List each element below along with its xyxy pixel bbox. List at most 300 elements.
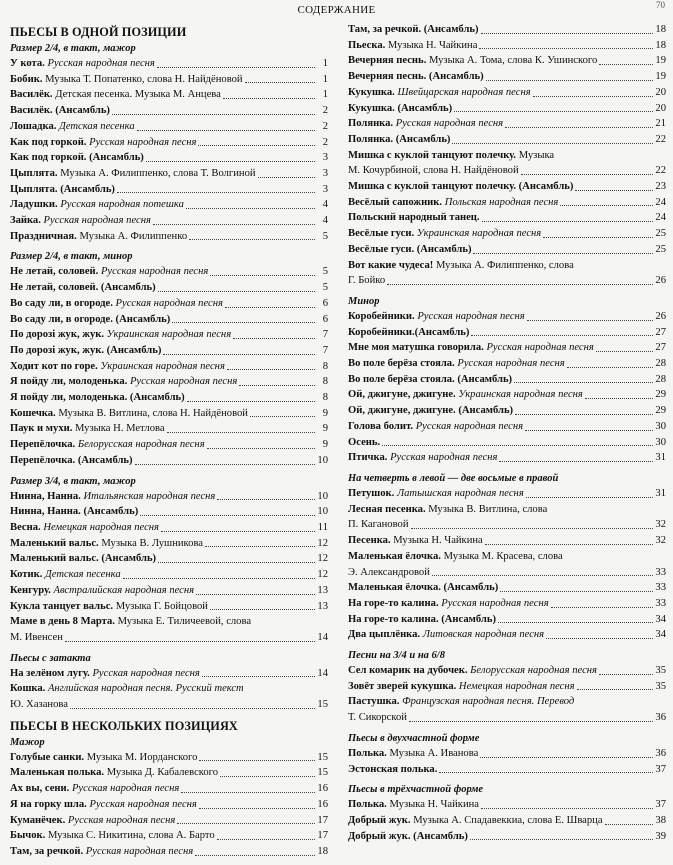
entry-author: Детская песенка [59, 120, 135, 132]
entry-page: 12 [317, 553, 328, 565]
toc-entry[interactable] [348, 710, 666, 726]
entry-title: Пьеска. [348, 39, 386, 51]
entry-author: Русская народная песня [115, 297, 223, 309]
toc-entry[interactable] [348, 663, 666, 679]
entry-text [10, 813, 175, 829]
entry-author: Английская народная песня. Русский текст [47, 683, 244, 695]
dot-leader [560, 205, 653, 206]
dot-leader [577, 689, 653, 690]
toc-entry[interactable] [348, 179, 666, 195]
entry-text [348, 195, 558, 211]
entry-text [348, 679, 575, 695]
toc-entry[interactable] [348, 419, 666, 435]
toc-entry[interactable] [10, 327, 328, 343]
entry-text [10, 844, 193, 860]
dot-leader [515, 414, 653, 415]
entry-title: Зовёт зверей кукушка. [348, 680, 457, 692]
entry-page: 2 [322, 120, 328, 132]
entry-page: 24 [655, 212, 666, 224]
toc-entry[interactable] [10, 697, 328, 713]
dot-leader [177, 823, 315, 824]
entry-title: Мишка с куклой танцуют полечку. (Ансамбль) [348, 181, 574, 193]
toc-entry[interactable] [348, 101, 666, 117]
entry-text [348, 325, 469, 341]
entry-title: Кошечка. [10, 407, 56, 419]
entry-text [10, 72, 243, 88]
dot-leader [189, 239, 315, 240]
dot-leader [605, 824, 653, 825]
entry-text [10, 616, 251, 627]
entry-author: Музыка А. Спадавеккиа, слова Е. Шварца [413, 814, 603, 826]
toc-left-column [10, 22, 328, 865]
entry-author: Украинская народная песня [458, 389, 583, 401]
entry-author: Белорусская народная песня [77, 439, 205, 451]
entry-page: 6 [322, 297, 328, 309]
entry-text [10, 197, 184, 213]
entry-page: 14 [317, 667, 328, 679]
dot-leader [65, 641, 315, 642]
entry-title: Полька. [348, 747, 387, 759]
section-subheading: Пьесы с затакта [10, 652, 91, 664]
toc-entry[interactable] [348, 679, 666, 695]
entry-page: 4 [322, 199, 328, 211]
dot-leader [526, 497, 653, 498]
entry-text [348, 53, 597, 69]
toc-entry[interactable] [10, 197, 328, 213]
toc-entry[interactable] [10, 551, 328, 567]
toc-entry[interactable] [10, 119, 328, 135]
entry-author: Музыка С. Никитина, слова А. Барто [47, 830, 215, 842]
entry-text [10, 406, 248, 422]
dot-leader [245, 82, 315, 83]
entry-text [10, 312, 170, 328]
entry-text [10, 551, 156, 567]
entry-text [348, 340, 594, 356]
entry-text [348, 387, 583, 403]
entry-title: Ходит кот по горе. [10, 360, 98, 372]
entry-page: 34 [655, 613, 666, 625]
dot-leader [233, 338, 315, 339]
entry-text [348, 372, 512, 388]
entry-page: 34 [655, 629, 666, 641]
toc-entry[interactable] [10, 135, 328, 151]
entry-page: 2 [322, 105, 328, 117]
entry-page: 33 [655, 566, 666, 578]
toc-entry[interactable] [348, 53, 666, 69]
entry-title: Во саду ли, в огороде. [10, 297, 113, 309]
dot-leader [198, 145, 315, 146]
entry-title: Вечерняя песнь. [348, 55, 427, 67]
entry-page: 36 [655, 712, 666, 724]
entry-text [348, 612, 496, 628]
entry-page: 1 [322, 58, 328, 69]
entry-text [10, 828, 215, 844]
entry-page: 5 [322, 266, 328, 278]
toc-entry[interactable] [10, 437, 328, 453]
entry-title: Нинна, Нанна. (Ансамбль) [10, 506, 139, 518]
entry-text [10, 390, 185, 406]
entry-title: Ах вы, сени. [10, 783, 70, 795]
toc-entry[interactable] [348, 163, 666, 179]
section-subheading: Песни на 3/4 и на 6/8 [348, 650, 445, 662]
entry-title: Цыплята. (Ансамбль) [10, 183, 115, 195]
toc-entry[interactable] [10, 765, 328, 781]
entry-page: 37 [655, 763, 666, 775]
toc-entry[interactable] [348, 132, 666, 148]
entry-page: 7 [322, 344, 328, 356]
dot-leader [217, 499, 315, 500]
entry-author: Детская песенка [45, 569, 121, 581]
toc-entry[interactable] [348, 356, 666, 372]
toc-entry[interactable] [348, 612, 666, 628]
toc-entry[interactable] [10, 504, 328, 520]
entry-title: Маленькая полька. [10, 767, 105, 779]
toc-entry[interactable] [348, 829, 666, 845]
toc-entry[interactable] [348, 195, 666, 211]
dot-leader [471, 335, 653, 336]
entry-continuation: Г. Бойко [348, 275, 386, 287]
toc-entry[interactable] [10, 150, 328, 166]
entry-title: Вечерняя песнь. (Ансамбль) [348, 71, 484, 83]
toc-entry[interactable] [348, 210, 666, 226]
entry-author: Немецкая народная песня [43, 521, 159, 533]
entry-page: 37 [655, 799, 666, 811]
toc-entry[interactable] [10, 343, 328, 359]
toc-right-column [348, 22, 666, 849]
entry-text [348, 551, 563, 562]
toc-entry[interactable] [348, 387, 666, 403]
toc-entry[interactable] [348, 517, 666, 533]
toc-entry[interactable] [348, 325, 666, 341]
entry-text [10, 504, 138, 520]
entry-title: Весёлый сапожник. [348, 196, 443, 208]
entry-title: Кошка. [10, 683, 46, 695]
toc-entry[interactable] [10, 750, 328, 766]
toc-entry[interactable] [10, 453, 328, 469]
entry-title: Голубые санки. [10, 751, 85, 763]
entry-page: 33 [655, 597, 666, 609]
toc-section [348, 782, 666, 844]
entry-author: Русская народная песня [89, 798, 197, 810]
toc-entry[interactable] [10, 72, 328, 88]
toc-entry[interactable] [348, 85, 666, 101]
entry-page: 3 [322, 152, 328, 164]
entry-page: 24 [655, 196, 666, 208]
toc-entry[interactable] [10, 359, 328, 375]
entry-text [10, 264, 208, 280]
toc-entry[interactable] [348, 797, 666, 813]
entry-author: Литовская народная песня [422, 629, 545, 641]
entry-author: Украинская народная песня [106, 329, 232, 341]
toc-entry[interactable] [348, 403, 666, 419]
entry-page: 20 [655, 86, 666, 98]
dot-leader [409, 721, 653, 722]
entry-author: Музыка [518, 149, 555, 161]
entry-title: По дорозі жук, жук. [10, 329, 104, 341]
toc-entry[interactable] [10, 567, 328, 583]
entry-author: Музыка А. Иванова [389, 747, 479, 759]
entry-author: Музыка Н. Чайкина [389, 799, 479, 811]
toc-entry[interactable] [10, 583, 328, 599]
toc-entry[interactable] [10, 828, 328, 844]
toc-entry[interactable] [10, 182, 328, 198]
toc-entry[interactable] [348, 38, 666, 54]
dot-leader [543, 237, 653, 238]
toc-entry[interactable] [10, 844, 328, 860]
entry-page: 3 [322, 167, 328, 179]
entry-text [348, 85, 531, 101]
entry-text [10, 567, 121, 583]
entry-author: Музыка В. Лушникова [101, 537, 204, 549]
toc-entry[interactable] [10, 264, 328, 280]
entry-page: 33 [655, 582, 666, 594]
entry-title: Голова болит. [348, 420, 414, 432]
entry-author: Русская народная песня [417, 310, 525, 322]
dot-leader [70, 708, 315, 709]
entry-page: 6 [322, 313, 328, 325]
entry-page: 9 [322, 439, 328, 451]
dot-leader [585, 398, 653, 399]
entry-title: Не летай, соловей. [10, 266, 99, 278]
section-subheading: Мажор [10, 736, 45, 748]
toc-entry[interactable] [10, 813, 328, 829]
entry-author: Музыка М. Иорданского [86, 751, 198, 763]
toc-entry[interactable] [10, 630, 328, 646]
toc-entry-line [10, 681, 328, 697]
toc-entry[interactable] [10, 56, 328, 72]
entry-page: 8 [322, 360, 328, 372]
entry-text [348, 309, 525, 325]
dot-leader [486, 80, 653, 81]
entry-page: 10 [317, 506, 328, 518]
toc-entry[interactable] [348, 486, 666, 502]
entry-author: Русская народная потешка [60, 199, 184, 211]
toc-entry[interactable] [10, 520, 328, 536]
entry-title: Котик. [10, 569, 43, 581]
entry-page: 15 [317, 699, 328, 711]
entry-page: 26 [655, 310, 666, 322]
entry-text [10, 166, 256, 182]
dot-leader [161, 531, 315, 532]
toc-entry[interactable] [10, 406, 328, 422]
entry-text [10, 489, 215, 505]
toc-entry[interactable] [348, 372, 666, 388]
entry-page: 25 [655, 243, 666, 255]
entry-text [348, 356, 565, 372]
toc-section [10, 735, 328, 860]
dot-leader [181, 792, 315, 793]
entry-title: Во поле берёза стояла. (Ансамбль) [348, 373, 513, 385]
entry-text [348, 829, 468, 845]
dot-leader [599, 674, 653, 675]
toc-entry[interactable] [10, 229, 328, 245]
entry-title: Маленький вальс. [10, 537, 99, 549]
toc-entry[interactable] [10, 280, 328, 296]
entry-title: Там, за речкой. (Ансамбль) [348, 24, 479, 35]
entry-text [348, 813, 603, 829]
dot-leader [220, 776, 315, 777]
entry-page: 10 [317, 454, 328, 466]
entry-author: Музыка Н. Чайкина [387, 39, 478, 51]
entry-page: 20 [655, 102, 666, 114]
dot-leader [157, 67, 315, 68]
toc-entry[interactable] [348, 565, 666, 581]
dot-leader [525, 430, 653, 431]
entry-page: 38 [655, 814, 666, 826]
toc-entry[interactable] [10, 103, 328, 119]
entry-author: Русская народная песня [47, 58, 155, 69]
dot-leader [498, 622, 653, 623]
entry-text [10, 135, 196, 151]
dot-leader [196, 594, 315, 595]
toc-entry[interactable] [348, 242, 666, 258]
entry-text [10, 797, 197, 813]
entry-title: Перепёлочка. [10, 439, 76, 451]
toc-entry[interactable] [348, 69, 666, 85]
toc-entry[interactable] [10, 489, 328, 505]
toc-entry[interactable] [348, 226, 666, 242]
entry-title: Мне моя матушка говорила. [348, 342, 484, 354]
dot-leader [135, 464, 315, 465]
toc-entry-line [348, 694, 666, 710]
entry-text [10, 781, 179, 797]
toc-section [348, 294, 666, 466]
entry-author: Русская народная песня [441, 597, 549, 609]
toc-entry[interactable] [10, 421, 328, 437]
dot-leader [205, 546, 315, 547]
dot-leader [432, 575, 653, 576]
entry-author: Французская народная песня. Перевод [402, 696, 575, 708]
toc-entry[interactable] [10, 213, 328, 229]
toc-entry[interactable] [10, 666, 328, 682]
entry-text [10, 437, 205, 453]
entry-title: Василёк. [10, 89, 53, 101]
entry-title: Маленькая ёлочка. [348, 550, 441, 562]
entry-page: 1 [322, 89, 328, 101]
toc-entry[interactable] [10, 781, 328, 797]
section-subheading: Размер 3/4, в такт, мажор [10, 475, 136, 487]
entry-page: 14 [317, 631, 328, 643]
entry-author: Русская народная песня [486, 342, 594, 354]
toc-entry[interactable] [348, 273, 666, 289]
entry-page: 28 [655, 373, 666, 385]
toc-section [348, 22, 666, 289]
toc-section [10, 474, 328, 646]
toc-entry[interactable] [348, 627, 666, 643]
entry-text [348, 533, 483, 549]
entry-title: Цыплята. [10, 167, 58, 179]
entry-title: Полька. [348, 799, 387, 811]
entry-title: Ладушки. [10, 199, 58, 211]
entry-text [348, 210, 480, 226]
toc-entry[interactable] [10, 87, 328, 103]
toc-entry[interactable] [10, 536, 328, 552]
toc-entry[interactable] [348, 746, 666, 762]
dot-leader [186, 208, 315, 209]
dot-leader [187, 401, 315, 402]
dot-leader [250, 416, 315, 417]
toc-entry[interactable] [348, 309, 666, 325]
dot-leader [258, 177, 315, 178]
toc-entry[interactable] [348, 813, 666, 829]
entry-title: Маленькая ёлочка. (Ансамбль) [348, 582, 499, 594]
entry-text [10, 750, 197, 766]
entry-text [10, 583, 194, 599]
entry-page: 21 [655, 118, 666, 130]
toc-entry[interactable] [10, 797, 328, 813]
entry-author: Русская народная песня [92, 667, 200, 679]
entry-page: 15 [317, 751, 328, 763]
toc-entry-line [10, 614, 328, 630]
entry-author: Музыка В. Витлина, слова Н. Найдёновой [58, 407, 248, 419]
entry-text [348, 22, 479, 38]
entry-text [348, 403, 513, 419]
entry-title: Нинна, Нанна. [10, 490, 81, 502]
entry-title: Бобик. [10, 73, 43, 85]
toc-entry[interactable] [10, 390, 328, 406]
entry-text [348, 179, 573, 195]
toc-entry[interactable] [348, 22, 666, 38]
entry-title: Зайка. [10, 215, 41, 227]
toc-entry[interactable] [10, 374, 328, 390]
toc-entry[interactable] [348, 340, 666, 356]
entry-title: Добрый жук. [348, 814, 411, 826]
entry-title: Петушок. [348, 487, 395, 499]
toc-entry[interactable] [348, 596, 666, 612]
entry-page: 35 [655, 665, 666, 677]
entry-title: Куманёчек. [10, 814, 66, 826]
toc-entry[interactable] [348, 762, 666, 778]
entry-title: Праздничная. [10, 230, 77, 242]
toc-entry[interactable] [10, 166, 328, 182]
entry-author: Русская народная песня [415, 420, 524, 432]
toc-entry[interactable] [10, 312, 328, 328]
entry-text [10, 599, 208, 615]
toc-entry[interactable] [348, 116, 666, 132]
entry-title: Полянка. [348, 118, 394, 130]
entry-title: Мишка с куклой танцуют полечку. [348, 149, 517, 161]
entry-page: 29 [655, 405, 666, 417]
entry-text [348, 580, 498, 596]
entry-title: Там, за речкой. [10, 845, 84, 857]
entry-continuation: Э. Александровой [348, 566, 430, 578]
toc-entry[interactable] [348, 435, 666, 451]
toc-entry[interactable] [348, 450, 666, 466]
entry-page: 30 [655, 436, 666, 448]
entry-author: Музыка А. Филиппенко, слова [435, 259, 574, 271]
entry-page: 28 [655, 358, 666, 370]
entry-text [10, 327, 231, 343]
toc-entry-line [348, 502, 666, 518]
entry-page: 31 [655, 487, 666, 499]
entry-author: Музыка Д. Кабалевского [106, 767, 219, 779]
dot-leader [167, 432, 315, 433]
toc-entry[interactable] [348, 580, 666, 596]
dot-leader [499, 461, 653, 462]
toc-entry[interactable] [10, 599, 328, 615]
entry-text [348, 596, 549, 612]
toc-entry[interactable] [348, 533, 666, 549]
entry-author: Русская народная песня [67, 814, 176, 826]
entry-author: Украинская народная песня [416, 228, 542, 240]
toc-section [348, 471, 666, 643]
toc-entry[interactable] [10, 296, 328, 312]
dot-leader [551, 607, 653, 608]
entry-page: 11 [317, 521, 328, 533]
entry-title: По дорозі жук, жук. (Ансамбль) [10, 344, 162, 356]
entry-author: Музыка Е. Тиличеевой, слова [117, 616, 252, 628]
dot-leader [485, 544, 653, 545]
